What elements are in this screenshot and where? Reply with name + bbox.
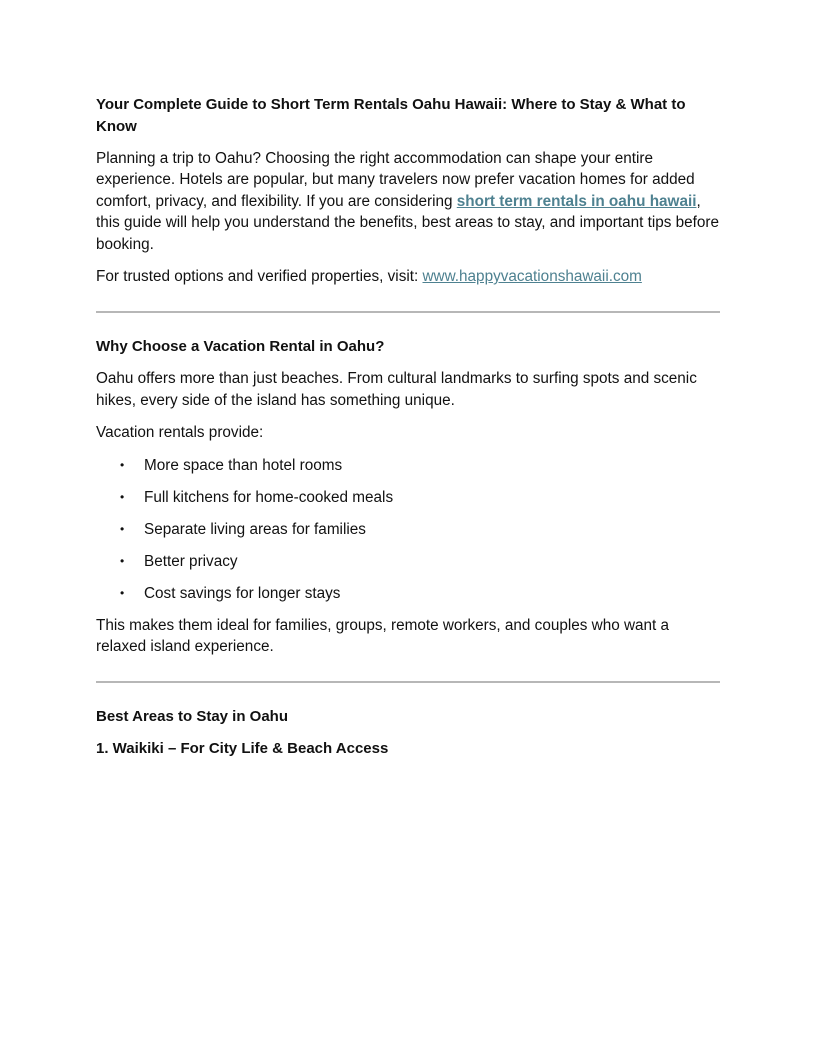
intro-paragraph [96,148,720,255]
why-paragraph-2: Vacation rentals provide: [96,424,264,442]
list-item-text: Better privacy [144,552,238,570]
why-paragraph-1: Oahu offers more than just beaches. From cultural landmarks to surfing spots and scenic hikes, every side of the island has something unique. [96,370,697,409]
section-divider-2 [96,681,720,683]
why-paragraph-3: This makes them ideal for families, groups, remote workers, and couples who want a relaxed island experience. [96,616,670,656]
areas-section-heading: Best Areas to Stay in Oahu [96,708,288,726]
list-item [120,487,720,508]
bullet-icon: • [120,489,125,504]
intro-text-start: Planning a trip to Oahu? Choosing the right accommodation can shape your entire experience. Hotels are popular, but many travelers now prefer vacation homes for added comfort, privacy, and flexibility. If you are considering [96,150,695,210]
short-term-rentals-link[interactable]: short term rentals in oahu hawaii [456,192,697,210]
list-item-text: Full kitchens for home-cooked meals [144,488,394,506]
section-divider-1 [96,311,720,313]
list-item-text: More space than hotel rooms [144,456,343,474]
document-title: Your Complete Guide to Short Term Rentals Oahu Hawaii: Where to Stay & What to Know [96,96,686,135]
intro-text-end: , this guide will help you understand the benefits, best areas to stay, and important tips before booking. [96,192,720,253]
list-item [120,455,720,476]
bullet-icon: • [120,585,125,600]
benefits-list [96,455,720,604]
list-item-text: Cost savings for longer stays [144,584,341,602]
why-section-heading: Why Choose a Vacation Rental in Oahu? [96,338,385,356]
list-item [120,551,720,572]
list-item [120,519,720,540]
bullet-icon: • [120,521,125,536]
list-item [120,583,720,604]
trusted-options-text: For trusted options and verified properties, visit: [96,268,423,286]
website-link[interactable]: www.happyvacationshawaii.com [422,268,642,286]
trusted-options-paragraph [96,266,720,287]
bullet-icon: • [120,457,125,472]
list-item-text: Separate living areas for families [144,520,366,538]
bullet-icon: • [120,553,125,568]
waikiki-subheading: 1. Waikiki – For City Life & Beach Access [96,740,389,758]
